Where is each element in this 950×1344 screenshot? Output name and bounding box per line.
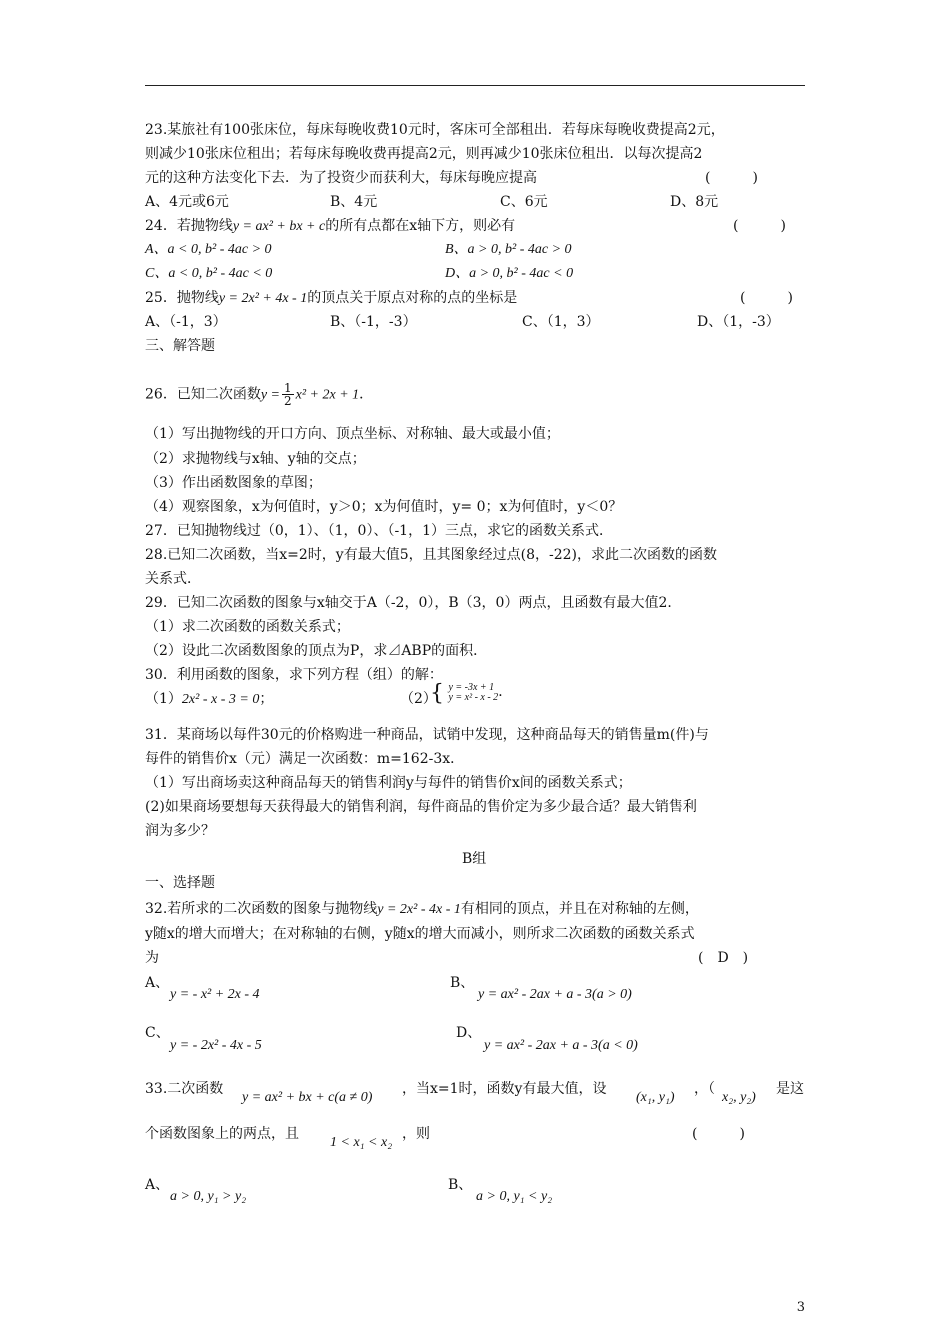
q33-a-label: A、: [145, 1177, 170, 1193]
q26-pre: 26．已知二次函数: [145, 386, 261, 403]
q25-pre: 25．抛物线: [145, 290, 219, 306]
q33-option-a: a > 0, y₁ > y₂: [170, 1189, 247, 1204]
q23-option-a: A、4元或6元: [145, 194, 229, 210]
q33-comma: ，（: [694, 1081, 715, 1097]
group-b-title: B组: [462, 851, 487, 867]
q29-sub1: （1）求二次函数的函数关系式；: [145, 619, 350, 635]
q32-answer: ( D ): [698, 950, 749, 966]
q24-equation: y = ax² + bx + c: [232, 219, 326, 234]
q33-post: 是这: [776, 1081, 804, 1097]
q30-system-lines: [448, 683, 498, 703]
q25-option-c: C、（1，3）: [522, 314, 600, 330]
q23-option-d: D、8元: [670, 194, 719, 210]
q30-line1: 30．利用函数的图象，求下列方程（组）的解：: [145, 667, 443, 683]
q32-a-label: A、: [145, 975, 170, 991]
q26-frac-num: 1: [284, 381, 292, 395]
q26-end: ．: [359, 386, 374, 403]
q26-sub4: （4）观察图象，x为何值时，y＞0；x为何值时，y= 0；x为何值时，y＜0？: [145, 499, 623, 515]
q32-b-label: B、: [450, 975, 475, 991]
q33-b-label: B、: [448, 1177, 473, 1193]
q33-equation: y = ax² + bx + c(a ≠ 0): [242, 1090, 373, 1105]
q25-post: 的顶点关于原点对称的点的坐标是: [307, 290, 518, 306]
q32-line2: y随x的增大而增大；在对称轴的右侧，y随x的增大而减小，则所求二次函数的函数关系式: [145, 926, 695, 942]
q30-system: [430, 683, 512, 709]
q26-eq-rest: x² + 2x + 1: [295, 387, 360, 403]
q30-end: ．: [498, 684, 513, 700]
q23-option-c: C、6元: [500, 194, 548, 210]
q30-separator: ；: [259, 691, 274, 707]
q24-option-c: C、a < 0, b² - 4ac < 0: [145, 266, 273, 281]
q33-answer-paren: ( ): [692, 1126, 745, 1142]
q29-sub2: （2）设此二次函数图象的顶点为P，求⊿ABP的面积．: [145, 643, 488, 659]
q33-pre: 33.二次函数: [145, 1081, 224, 1097]
q30-system-top: y = -3x + 1: [448, 682, 495, 693]
q28-line1: 28.已知二次函数，当x=2时，y有最大值5，且其图象经过点(8，-22)，求此二次函数的函数: [145, 547, 717, 563]
q24-option-d: D、a > 0, b² - 4ac < 0: [445, 266, 574, 281]
q24-option-b: B、a > 0, b² - 4ac > 0: [445, 242, 572, 257]
q25-option-b: B、（-1，-3）: [330, 314, 417, 330]
q25-option-d: D、（1，-3）: [697, 314, 780, 330]
q23-line2: 则减少10张床位租出；若每床每晚收费再提高2元，则再减少10张床位租出．以每次提高2: [145, 146, 703, 162]
q33-point2: x₂, y₂): [722, 1090, 756, 1105]
q24-answer-paren: ( ): [733, 218, 786, 234]
q32-option-c: y = - 2x² - 4x - 5: [170, 1038, 262, 1053]
q33-option-b: a > 0, y₁ < y₂: [476, 1189, 553, 1204]
q32-d-label: D、: [456, 1025, 482, 1041]
q32-line1: [145, 900, 699, 919]
q30-part2-label: （2）: [400, 691, 437, 707]
q32-equation: y = 2x² - 4x - 1: [377, 902, 461, 917]
section-3-title: 三、解答题: [145, 338, 215, 354]
page-number: 3: [796, 1300, 805, 1315]
q31-sub2-line2: 润为多少？: [145, 823, 215, 839]
q32-post: 有相同的顶点，并且在对称轴的左侧，: [460, 901, 699, 917]
q25-option-a: A、（-1，3）: [145, 314, 227, 330]
q26-eq-y: y =: [260, 387, 280, 403]
q31-sub1: （1）写出商场卖这种商品每天的销售利润y与每件的销售价x间的函数关系式；: [145, 775, 632, 791]
q23-answer-paren: ( ): [705, 170, 758, 186]
q30-equation1: 2x² - x - 3 = 0: [181, 692, 260, 707]
q28-line2: 关系式．: [145, 571, 201, 587]
q23-option-b: B、4元: [330, 194, 378, 210]
q33-line2-end: ，则: [402, 1126, 430, 1142]
q26-sub3: （3）作出函数图象的草图；: [145, 475, 322, 491]
q26-fraction: [282, 382, 294, 407]
q30-part1-label: （1）: [145, 691, 182, 707]
q30-brace: {: [430, 681, 444, 706]
q23-line3: 元的这种方法变化下去．为了投资少而获利大，每床每晚应提高: [145, 170, 537, 186]
q25-equation: y = 2x² + 4x - 1: [218, 291, 308, 306]
q24-line: [145, 217, 515, 236]
q33-condition: 1 < x₁ < x₂: [330, 1135, 393, 1150]
q33-point1: (x₁, y₁): [636, 1090, 675, 1105]
q24-pre: 24．若抛物线: [145, 218, 233, 234]
q31-line1: 31．某商场以每件30元的价格购进一种商品，试销中发现，这种商品每天的销售量m(件)与: [145, 727, 709, 743]
q25-line: [145, 289, 517, 308]
header-rule: [145, 85, 805, 86]
q33-mid: ，当x=1时，函数y有最大值，设: [402, 1081, 607, 1097]
q29-line1: 29．已知二次函数的图象与x轴交于A（-2，0），B（3，0）两点，且函数有最大值2．: [145, 595, 682, 611]
q33-line2: 个函数图象上的两点，且: [145, 1126, 299, 1142]
q26-line: [145, 382, 373, 407]
q31-line2: 每件的销售价x（元）满足一次函数：m=162-3x．: [145, 751, 465, 767]
q32-option-d: y = ax² - 2ax + a - 3(a < 0): [484, 1038, 638, 1053]
q24-option-a: A、a < 0, b² - 4ac > 0: [145, 242, 272, 257]
q30-line2: [145, 690, 273, 709]
q24-post: 的所有点都在x轴下方，则必有: [325, 218, 516, 234]
q32-pre: 32.若所求的二次函数的图象与抛物线: [145, 901, 378, 917]
q32-c-label: C、: [145, 1025, 170, 1041]
q26-frac-den: 2: [284, 394, 292, 408]
q27: 27．已知抛物线过（0，1）、（1，0）、（-1，1）三点，求它的函数关系式．: [145, 523, 613, 539]
section-1-title: 一、选择题: [145, 875, 215, 891]
q26-sub2: （2）求抛物线与x轴、y轴的交点；: [145, 451, 366, 467]
q31-sub2-line1: (2)如果商场要想每天获得最大的销售利润，每件商品的售价定为多少最合适？最大销售利: [145, 799, 697, 815]
q32-option-b: y = ax² - 2ax + a - 3(a > 0): [478, 987, 632, 1002]
q23-line1: 23.某旅社有100张床位，每床每晚收费10元时，客床可全部租出．若每床每晚收费提高2元，: [145, 122, 725, 138]
q25-answer-paren: ( ): [740, 290, 793, 306]
q32-option-a: y = - x² + 2x - 4: [170, 987, 260, 1002]
q30-system-bottom: y = x² - x - 2: [448, 692, 499, 703]
q26-sub1: （1）写出抛物线的开口方向、顶点坐标、对称轴、最大或最小值；: [145, 426, 560, 442]
q32-line3: 为: [145, 950, 159, 966]
